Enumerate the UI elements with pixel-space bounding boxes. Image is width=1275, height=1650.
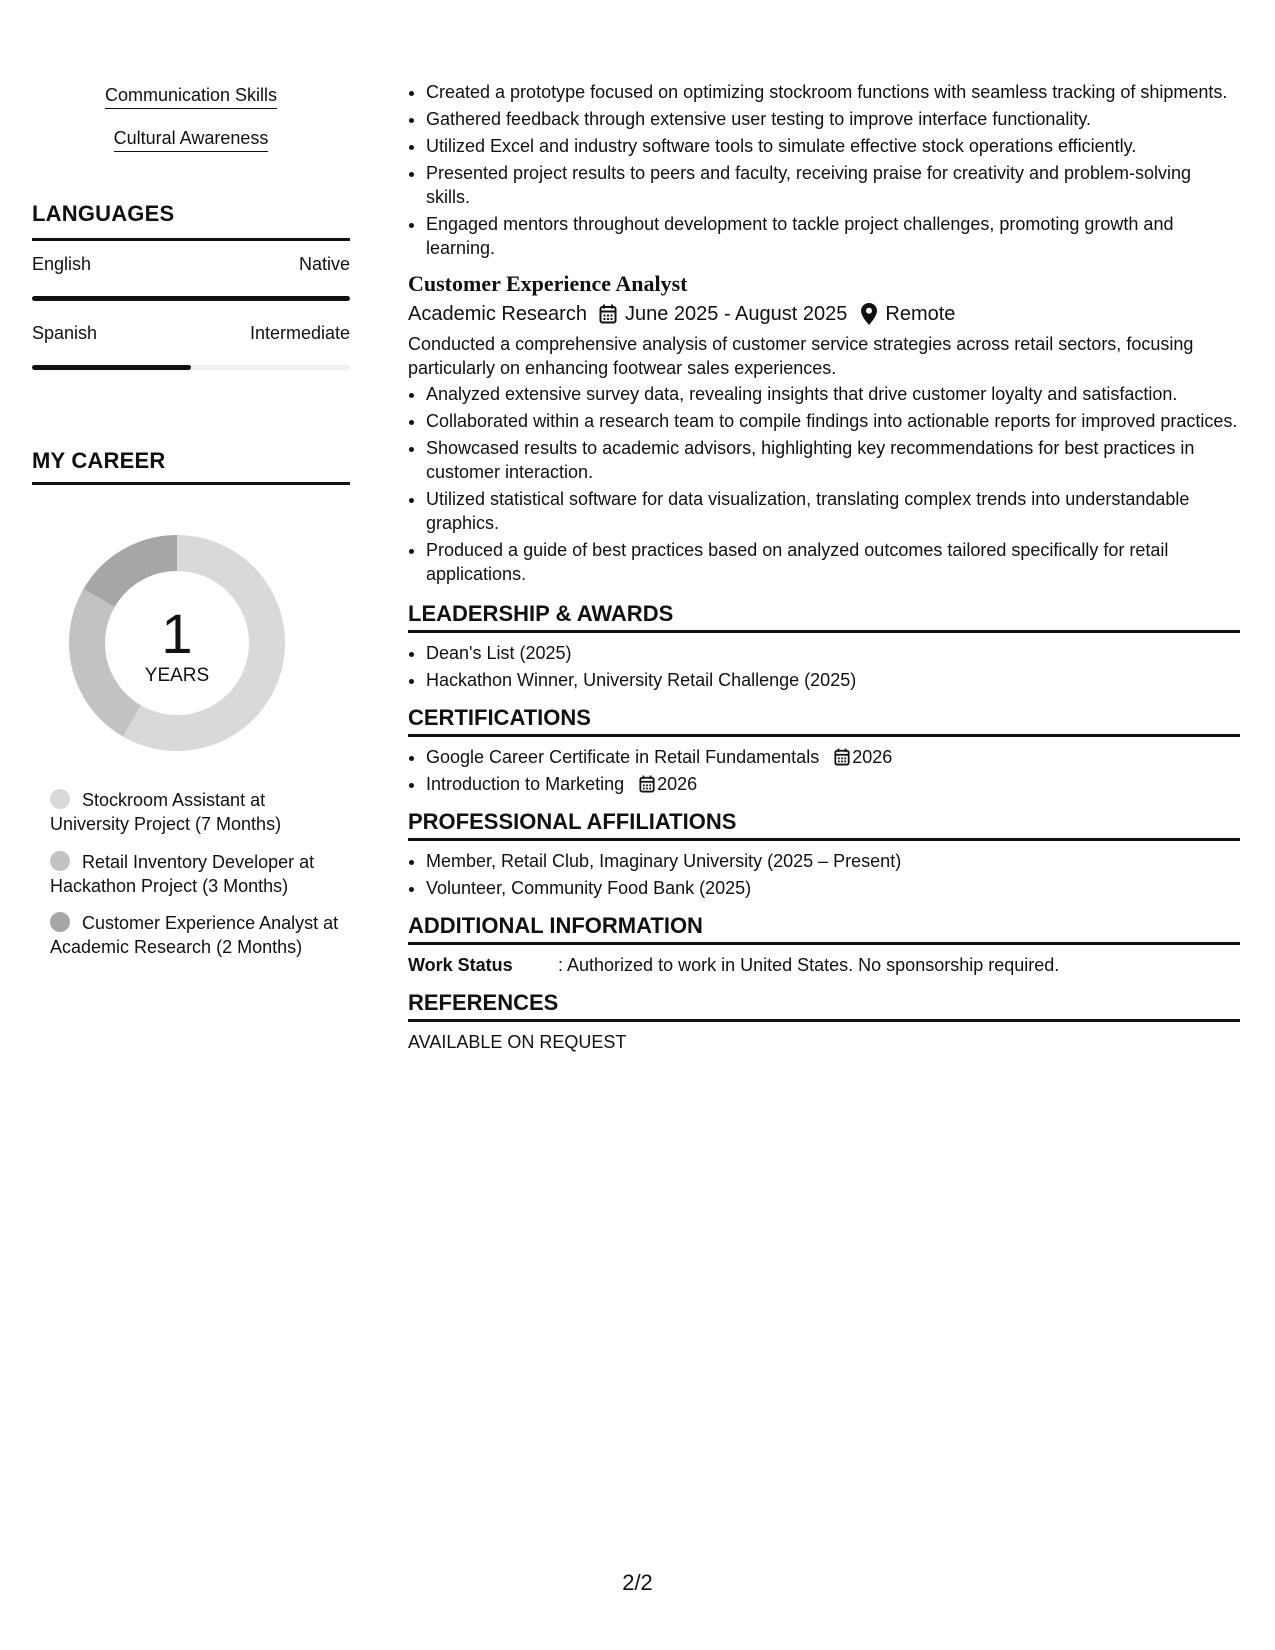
additional-info-title: ADDITIONAL INFORMATION [408, 913, 703, 938]
job-company: Academic Research [408, 303, 587, 325]
bullet-item: • Presented project results to peers and faculty, receiving praise for creativity and problem-solving skills. [426, 161, 1240, 209]
career-total-number: 1 [161, 602, 193, 665]
skill-label: Cultural Awareness [114, 128, 269, 152]
certifications-list [408, 745, 1240, 796]
location-pin-icon [861, 303, 877, 325]
bullet-item: • Engaged mentors throughout development to tackle project challenges, promoting growth and learning. [426, 212, 1240, 260]
bullet-item: • Collaborated within a research team to compile findings into actionable reports for improved practices. [426, 409, 1240, 433]
legend-label: Customer Experience Analyst at Academic Research (2 Months) [50, 913, 339, 957]
skill-item [32, 85, 350, 109]
job-bullets [408, 382, 1240, 586]
career-rule [32, 482, 350, 485]
skill-item [32, 128, 350, 152]
career-legend-item [50, 850, 340, 898]
affiliation-item: • Member, Retail Club, Imaginary University (2025 – Present) [426, 849, 1240, 873]
references-rule [408, 1019, 1240, 1022]
work-status-label: Work Status [408, 955, 513, 975]
leadership-title: LEADERSHIP & AWARDS [408, 601, 674, 626]
language-bar-fill [32, 365, 191, 370]
bullet-item: • Utilized Excel and industry software tools to simulate effective stock operations efficiently. [426, 134, 1240, 158]
language-bar [32, 365, 350, 370]
affiliations-title: PROFESSIONAL AFFILIATIONS [408, 809, 737, 834]
job-meta [408, 302, 1240, 326]
language-name: English [32, 254, 92, 274]
calendar-icon [639, 775, 655, 793]
leadership-list [408, 641, 1240, 692]
certification-item [426, 772, 1240, 796]
references-text: AVAILABLE ON REQUEST [408, 1032, 627, 1052]
career-legend-item [50, 788, 340, 836]
right-column [408, 80, 1240, 1054]
affiliations-rule [408, 838, 1240, 841]
references-title: REFERENCES [408, 990, 559, 1015]
bullet-item: • Gathered feedback through extensive user testing to improve interface functionality. [426, 107, 1240, 131]
additional-info-rule [408, 942, 1240, 945]
legend-dot [50, 851, 70, 871]
certification-name: Google Career Certificate in Retail Fundamentals [426, 747, 820, 767]
bullet-item: • Utilized statistical software for data visualization, translating complex trends into understandable graphics. [426, 487, 1240, 535]
bullet-item: • Analyzed extensive survey data, revealing insights that drive customer loyalty and satisfaction. [426, 382, 1240, 406]
language-bar-fill [32, 296, 350, 301]
language-row [32, 254, 350, 275]
work-status-value: : Authorized to work in United States. No sponsorship required. [558, 955, 1060, 975]
job-dates: June 2025 - August 2025 [624, 303, 848, 325]
language-level: Intermediate [249, 323, 350, 343]
certifications-title: CERTIFICATIONS [408, 705, 591, 730]
career-title: MY CAREER [32, 448, 166, 473]
language-bar [32, 296, 350, 301]
affiliations-list [408, 849, 1240, 900]
certifications-rule [408, 734, 1240, 737]
language-name: Spanish [32, 323, 98, 343]
award-item: • Dean's List (2025) [426, 641, 1240, 665]
certification-year: 2026 [657, 774, 698, 794]
career-total-unit: YEARS [144, 665, 210, 686]
skill-label: Communication Skills [105, 85, 277, 109]
job-location: Remote [885, 303, 956, 325]
legend-label: Stockroom Assistant at University Project (7 Months) [50, 790, 282, 834]
calendar-icon [834, 748, 850, 766]
bullet-item: • Created a prototype focused on optimizing stockroom functions with seamless tracking of shipments. [426, 80, 1240, 104]
languages-title: LANGUAGES [32, 201, 175, 226]
legend-dot [50, 789, 70, 809]
calendar-icon [599, 304, 617, 324]
job-title: Customer Experience Analyst [408, 271, 688, 296]
languages-rule [32, 238, 350, 241]
previous-job-bullets [408, 80, 1240, 260]
career-donut-chart [64, 530, 290, 756]
leadership-rule [408, 630, 1240, 633]
certification-name: Introduction to Marketing [426, 774, 625, 794]
career-legend-item [50, 911, 340, 959]
legend-dot [50, 912, 70, 932]
language-row [32, 323, 350, 344]
language-level: Native [298, 254, 350, 274]
award-item: • Hackathon Winner, University Retail Challenge (2025) [426, 668, 1240, 692]
bullet-item: • Produced a guide of best practices based on analyzed outcomes tailored specifically for retail applications. [426, 538, 1240, 586]
certification-item [426, 745, 1240, 769]
page-number: 2/2 [622, 1570, 653, 1595]
affiliation-item: • Volunteer, Community Food Bank (2025) [426, 876, 1240, 900]
job-summary: Conducted a comprehensive analysis of customer service strategies across retail sectors, focusing particularly on enhancing footwear sales experiences. [408, 334, 1194, 378]
work-status-row [408, 953, 1240, 977]
bullet-item: • Showcased results to academic advisors, highlighting key recommendations for best practices in customer interaction. [426, 436, 1240, 484]
legend-label: Retail Inventory Developer at Hackathon Project (3 Months) [50, 852, 315, 896]
certification-year: 2026 [852, 747, 893, 767]
